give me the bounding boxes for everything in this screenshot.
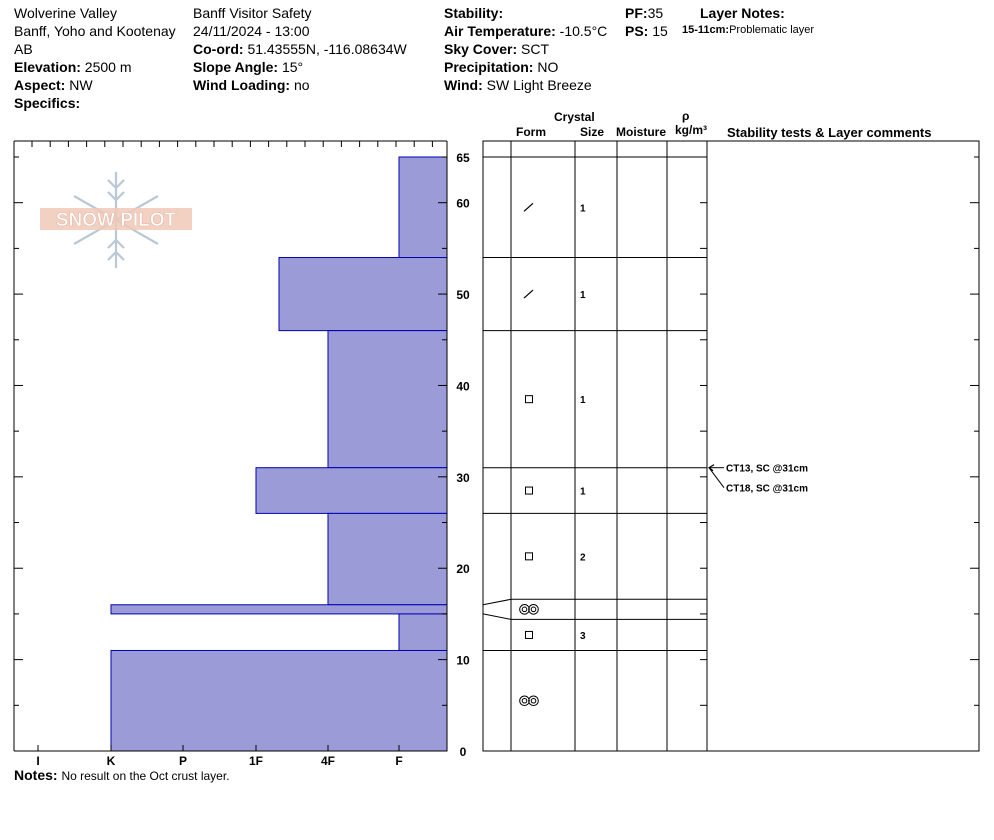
coord-label: Co-ord: bbox=[193, 41, 244, 57]
crystal-size: 1 bbox=[580, 395, 586, 407]
hardness-layer-2 bbox=[328, 331, 447, 468]
size-header: Size bbox=[580, 125, 605, 139]
melt-outer-ring bbox=[520, 696, 530, 706]
hardness-tick-label-P: P bbox=[178, 754, 188, 768]
hardness-layer-7 bbox=[111, 650, 447, 751]
notes-label: Notes: bbox=[14, 767, 58, 783]
melt-inner-ring bbox=[531, 607, 536, 612]
depth-label-30: 30 bbox=[456, 470, 470, 485]
crystal-size: 1 bbox=[580, 203, 586, 215]
sky-value: SCT bbox=[521, 41, 550, 57]
melt-inner-ring bbox=[522, 607, 527, 612]
depth-label-65: 65 bbox=[456, 151, 470, 165]
faceted-crystal-icon bbox=[526, 487, 533, 494]
moisture-header: Moisture bbox=[616, 125, 667, 139]
rho-header: ρ bbox=[682, 109, 690, 123]
melt-outer-ring bbox=[520, 605, 530, 615]
elevation-label: Elevation: bbox=[14, 59, 81, 75]
depth-label-10: 10 bbox=[456, 653, 470, 668]
faceted-crystal-icon bbox=[526, 553, 533, 560]
slope-value: 15° bbox=[281, 59, 304, 75]
snowpilot-logo bbox=[40, 172, 192, 268]
ps-label: PS: bbox=[625, 23, 649, 39]
layer-note-range: 15-11cm: bbox=[682, 24, 730, 36]
crystal-size: 3 bbox=[580, 630, 586, 642]
depth-label-20: 20 bbox=[456, 562, 470, 577]
hardness-tick-label-I: I bbox=[36, 754, 40, 768]
precip-label: Precipitation: bbox=[444, 59, 534, 75]
hardness-tick-label-1F: 1F bbox=[248, 754, 264, 768]
hardness-tick-label-K: K bbox=[106, 754, 116, 768]
density-header: kg/m³ bbox=[675, 123, 708, 137]
layer-note-text: Problematic layer bbox=[729, 24, 815, 36]
stability-test-label: CT18, SC @31cm bbox=[726, 483, 809, 495]
air-temp-value: -10.5°C bbox=[559, 23, 608, 39]
hardness-layers bbox=[111, 157, 447, 751]
sky-label: Sky Cover: bbox=[444, 41, 518, 57]
province: AB bbox=[14, 41, 33, 57]
precip-value: NO bbox=[537, 59, 559, 75]
crystal-size: 1 bbox=[580, 486, 586, 498]
crystal-header: Crystal bbox=[554, 110, 595, 124]
organization: Banff Visitor Safety bbox=[193, 5, 312, 21]
layer-connector bbox=[483, 599, 511, 604]
faceted-crystal-icon bbox=[526, 631, 533, 638]
stability-arrow bbox=[709, 468, 724, 488]
crystal-table bbox=[483, 141, 979, 751]
elevation-value: 2500 m bbox=[84, 59, 132, 75]
stability-marks bbox=[709, 464, 808, 495]
logo-text: SNOW PILOT bbox=[55, 210, 177, 231]
location: Wolverine Valley bbox=[14, 5, 117, 21]
wind-loading-label: Wind Loading: bbox=[193, 77, 291, 93]
melt-inner-ring bbox=[531, 698, 536, 703]
depth-label-60: 60 bbox=[456, 196, 470, 211]
notes-text: No result on the Oct crust layer. bbox=[61, 769, 230, 783]
crystal-size: 2 bbox=[580, 552, 586, 564]
stability-test-label: CT13, SC @31cm bbox=[726, 463, 809, 475]
hardness-layer-0 bbox=[399, 157, 447, 258]
faceted-crystal-icon bbox=[526, 396, 533, 403]
layer-notes-label: Layer Notes: bbox=[700, 5, 785, 21]
aspect-label: Aspect: bbox=[14, 77, 66, 93]
wind-loading-value: no bbox=[293, 77, 310, 93]
coord-value: 51.43555N, -116.08634W bbox=[247, 41, 407, 57]
melt-inner-ring bbox=[522, 698, 527, 703]
hardness-layer-6 bbox=[399, 614, 447, 651]
stability-tests-header: Stability tests & Layer comments bbox=[727, 125, 932, 140]
form-header: Form bbox=[516, 125, 546, 139]
pf-value: 35 bbox=[647, 5, 664, 21]
melt-forms-icon bbox=[520, 696, 539, 706]
melt-outer-ring bbox=[529, 605, 539, 615]
hardness-layer-3 bbox=[256, 468, 447, 514]
hardness-layer-4 bbox=[328, 513, 447, 604]
slope-label: Slope Angle: bbox=[193, 59, 279, 75]
ps-value: 15 bbox=[652, 23, 668, 39]
layer-connector bbox=[483, 614, 511, 619]
hardness-tick-label-4F: 4F bbox=[320, 754, 336, 768]
depth-label-50: 50 bbox=[456, 288, 470, 303]
hardness-layer-5 bbox=[111, 605, 447, 614]
crystal-size: 1 bbox=[580, 290, 586, 302]
region: Banff, Yoho and Kootenay bbox=[14, 23, 176, 39]
datetime: 24/11/2024 - 13:00 bbox=[193, 23, 310, 39]
air-temp-label: Air Temperature: bbox=[444, 23, 556, 39]
hardness-layer-1 bbox=[279, 258, 447, 331]
depth-label-40: 40 bbox=[456, 379, 470, 394]
melt-outer-ring bbox=[529, 696, 539, 706]
depth-label-0: 0 bbox=[459, 745, 467, 759]
table-border bbox=[483, 141, 979, 751]
wind-label: Wind: bbox=[444, 77, 483, 93]
wind-value: SW Light Breeze bbox=[486, 77, 592, 93]
aspect-value: NW bbox=[69, 77, 93, 93]
stability-label: Stability: bbox=[444, 5, 504, 21]
melt-forms-icon bbox=[520, 605, 539, 615]
faceted-rounded-icon bbox=[524, 203, 533, 211]
pf-label: PF: bbox=[625, 5, 648, 21]
specifics-label: Specifics: bbox=[14, 95, 81, 111]
faceted-rounded-icon bbox=[524, 290, 533, 298]
hardness-tick-label-F: F bbox=[395, 754, 403, 768]
